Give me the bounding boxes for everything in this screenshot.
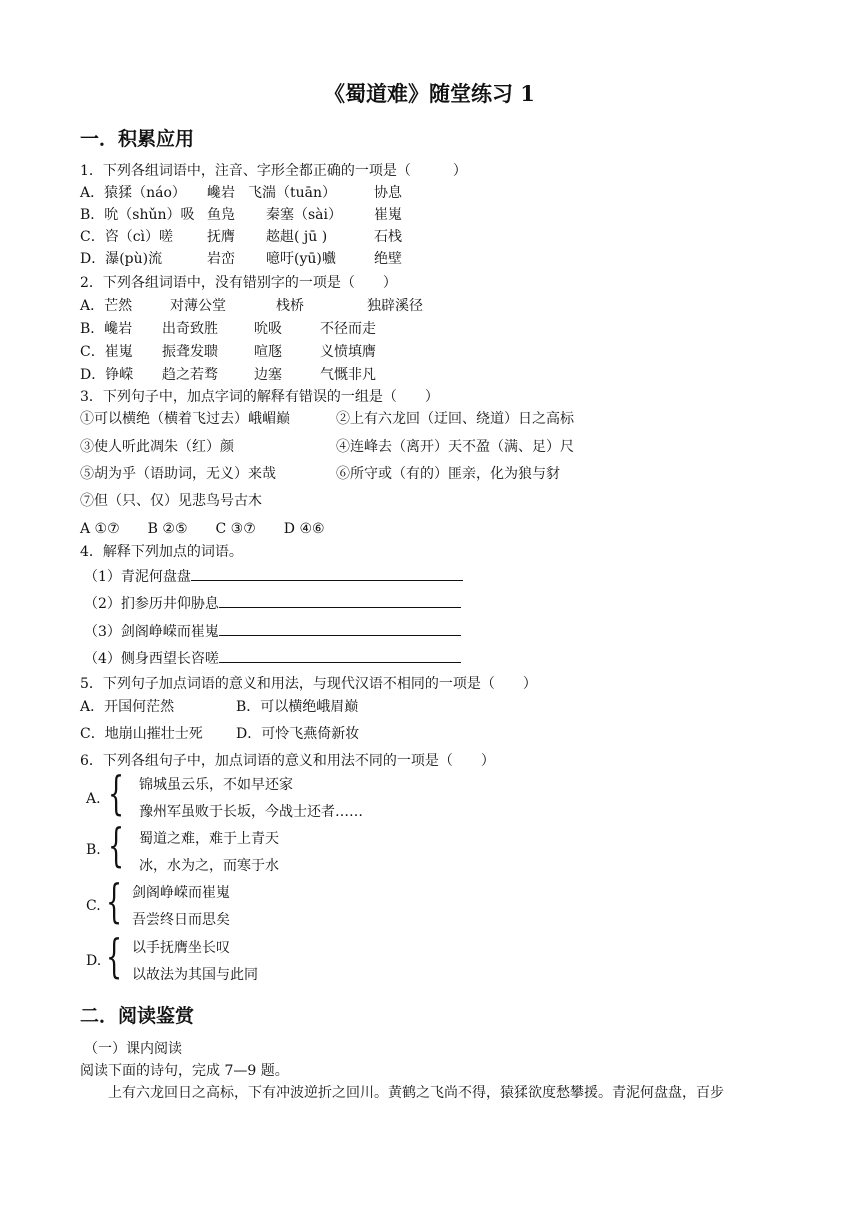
reading-passage: 上有六龙回日之高标，下有冲波逆折之回川。黄鹤之飞尚不得，猿猱欲度愁攀援。青泥何盘盘，百步 [108,1085,724,1101]
q3-item-4: ④连峰去（离开）天不盈（满、足）尺 [336,439,574,455]
q3-options: A ①⑦ B ②⑤ C ③⑦ D ④⑥ [80,521,325,537]
q3-item-3: ③使人听此凋朱（红）颜 [80,439,234,455]
section-heading-reading: 二．阅读鉴赏 [80,1005,195,1027]
q4-item-3: （3）剑阁峥嵘而崔嵬 [84,621,461,641]
brace-icon: { [106,929,123,983]
q5-option-d: D．可怜飞燕倚新妆 [236,726,360,742]
page-title: 《蜀道难》随堂练习 1 [324,81,535,106]
brace-icon: { [108,818,125,872]
q6-stem: 6．下列各组句子中，加点词语的意义和用法不同的一项是（ ） [80,753,495,769]
q5-stem: 5．下列句子加点词语的意义和用法，与现代汉语不相同的一项是（ ） [80,676,537,692]
q3-item-1: ①可以横绝（横着飞过去）峨嵋巅 [80,411,290,427]
reading-instruction: 阅读下面的诗句，完成 7—9 题。 [80,1063,289,1079]
brace-icon: { [106,874,123,928]
q4-item-1: （1）青泥何盘盘 [84,566,463,586]
brace-icon: { [108,766,125,820]
q3-item-5: ⑤胡为乎（语助词，无义）来哉 [80,466,276,482]
section-heading-accumulation: 一．积累应用 [80,128,195,150]
q3-item-2: ②上有六龙回（迂回、绕道）日之高标 [336,411,574,427]
q4-stem: 4．解释下列加点的词语。 [80,544,243,560]
q3-stem: 3．下列句子中，加点字词的解释有错误的一组是（ ） [80,389,439,405]
q3-item-6: ⑥所守或（有的）匪亲，化为狼与豺 [336,466,560,482]
q5-option-a: A．开国何茫然 [80,699,175,715]
q5-option-b: B．可以横绝峨眉巅 [236,699,359,715]
q5-option-c: C．地崩山摧壮士死 [80,726,203,742]
q1-stem: 1．下列各组词语中，注音、字形全都正确的一项是（ ） [80,163,467,179]
q3-item-7: ⑦但（只、仅）见悲鸟号古木 [80,493,262,509]
q2-stem: 2．下列各组词语中，没有错别字的一项是（ ） [80,275,397,291]
subsection-heading: （一）课内阅读 [84,1041,182,1057]
q4-item-4: （4）侧身西望长咨嗟 [84,648,461,668]
q4-item-2: （2）扪参历井仰胁息 [84,593,461,613]
